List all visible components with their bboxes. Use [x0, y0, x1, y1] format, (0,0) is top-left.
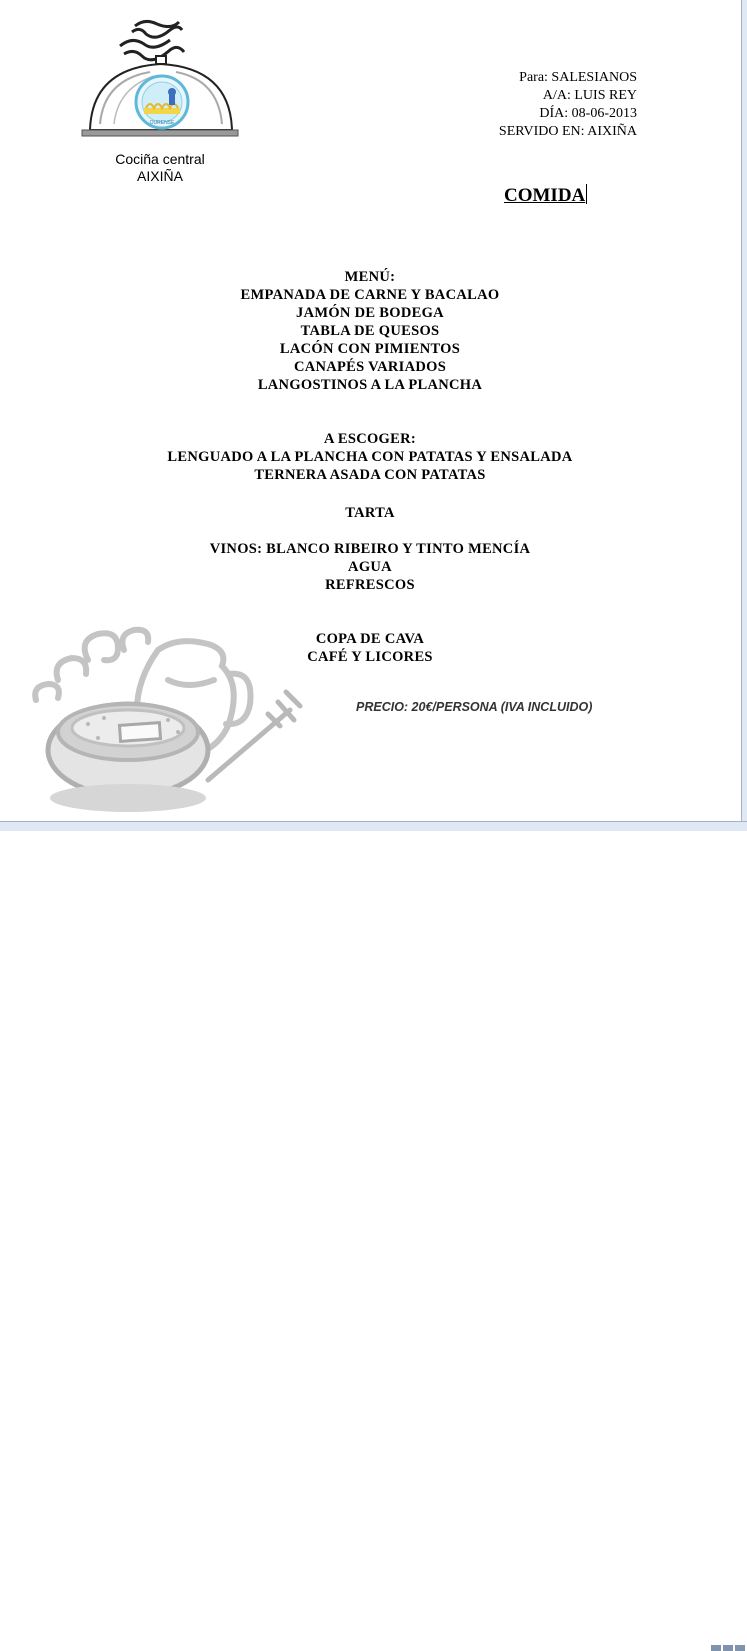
choose-item: TERNERA ASADA CON PATATAS [254, 467, 486, 483]
menu-item: JAMÓN DE BODEGA [296, 305, 444, 321]
choose-item: LENGUADO A LA PLANCHA CON PATATAS Y ENSALADA [167, 449, 573, 465]
document-title[interactable] [504, 184, 587, 207]
header-dia: DÍA: 08-06-2013 [539, 106, 637, 121]
kitchen-pot-pitcher-icon [28, 620, 318, 820]
document-title-text: COMIDA [504, 185, 586, 206]
logo-caption [80, 151, 240, 185]
vertical-scrollbar[interactable] [741, 0, 747, 830]
price-note: PRECIO: 20€/PERSONA (IVA INCLUIDO) [356, 700, 593, 714]
text-cursor [586, 184, 587, 204]
choose-section [0, 430, 740, 484]
drinks-item: VINOS: BLANCO RIBEIRO Y TINTO MENCÍA [209, 541, 531, 557]
header-info [430, 69, 637, 141]
view-layout-icon[interactable] [711, 1645, 721, 1651]
header-servido: SERVIDO EN: AIXIÑA [498, 124, 637, 139]
drinks-item: REFRESCOS [325, 577, 415, 593]
menu-item: TABLA DE QUESOS [300, 323, 440, 339]
extras-item: CAFÉ Y LICORES [307, 649, 433, 665]
view-web-icon[interactable] [735, 1645, 745, 1651]
logo-caption-line1: Cociña central [115, 151, 205, 167]
header-para: Para: SALESIANOS [519, 70, 637, 85]
dessert-section [0, 504, 740, 522]
view-fullscreen-icon[interactable] [723, 1645, 733, 1651]
menu-item: EMPANADA DE CARNE Y BACALAO [240, 287, 500, 303]
dessert-item: TARTA [345, 505, 395, 521]
menu-item: LANGOSTINOS A LA PLANCHA [257, 377, 483, 393]
logo-caption-line2: AIXIÑA [137, 168, 183, 184]
drinks-item: AGUA [348, 559, 392, 575]
menu-item: CANAPÉS VARIADOS [293, 359, 447, 375]
drinks-section [0, 540, 740, 594]
header-aa: A/A: LUIS REY [542, 88, 637, 103]
extras-item: COPA DE CAVA [315, 631, 425, 647]
menu-item: LACÓN CON PIMIENTOS [279, 341, 461, 357]
choose-heading: A ESCOGER: [323, 431, 417, 447]
document-page [0, 0, 740, 820]
menu-heading: MENÚ: [344, 269, 396, 285]
view-mode-icons[interactable] [711, 1645, 745, 1651]
svg-text:OURENSE: OURENSE [149, 120, 175, 126]
menu-section [0, 268, 740, 394]
